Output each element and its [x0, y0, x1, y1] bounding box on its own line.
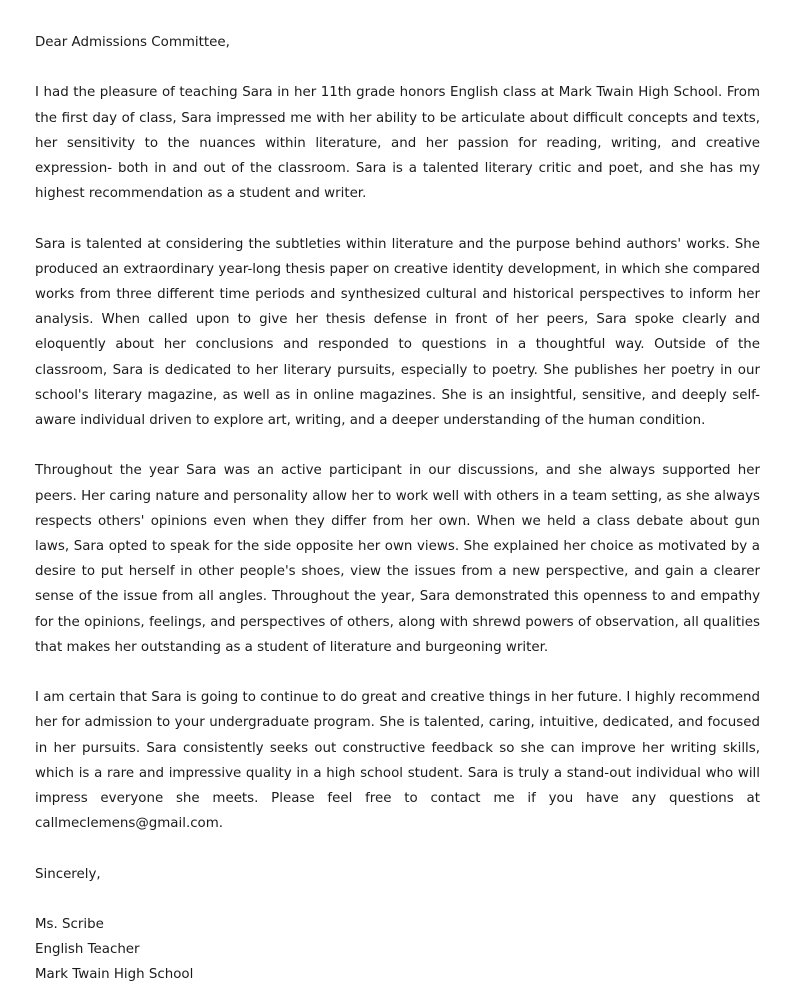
closing: Sincerely,: [35, 866, 101, 882]
body-paragraph-3: Throughout the year Sara was an active participant in our discussions, and she always supported her peers. Her caring nature and personality allow her to work well with others in a team setting, as she always respects others' opinions even when they differ from her own. When we held a class debate about gun laws, Sara opted to speak for the side opposite her own views. She explained her choice as motivated by a desire to put herself in other people's shoes, view the issues from a new perspective, and gain a clearer sense of the issue from all angles. Throughout the year, Sara demonstrated this openness to and empathy for the opinions, feelings, and perspectives of others, along with shrewd powers of observation, all qualities that makes her outstanding as a student of literature and burgeoning writer.: [35, 463, 760, 655]
signature-block: [35, 912, 760, 988]
body-paragraph-1: I had the pleasure of teaching Sara in her 11th grade honors English class at Mark Twain High School. From the first day of class, Sara impressed me with her ability to be articulate about difficult concepts and texts, her sensitivity to the nuances within literature, and her passion for reading, writing, and creative expression- both in and out of the classroom. Sara is a talented literary critic and poet, and she has my highest recommendation as a student and writer.: [35, 85, 760, 202]
signature-title: English Teacher: [35, 942, 140, 958]
letter-page: [35, 30, 760, 988]
body-paragraph-4: I am certain that Sara is going to continue to do great and creative things in her future. I highly recommend her for admission to your undergraduate program. She is talented, caring, intuitive, dedicated, and focused in her pursuits. Sara consistently seeks out constructive feedback so she can improve her writing skills, which is a rare and impressive quality in a high school student. Sara is truly a stand-out individual who will impress everyone she meets. Please feel free to contact me if you have any questions at callmeclemens@gmail.com.: [35, 690, 760, 832]
signature-school: Mark Twain High School: [35, 967, 194, 983]
body-paragraph-2: Sara is talented at considering the subtleties within literature and the purpose behind authors' works. She produced an extraordinary year-long thesis paper on creative identity development, in which she compared works from three different time periods and synthesized cultural and historical perspectives to inform her analysis. When called upon to give her thesis defense in front of her peers, Sara spoke clearly and eloquently about her conclusions and responded to questions in a thoughtful way. Outside of the classroom, Sara is dedicated to her literary pursuits, especially to poetry. She publishes her poetry in our school's literary magazine, as well as in online magazines. She is an insightful, sensitive, and deeply self-aware individual driven to explore art, writing, and a deeper understanding of the human condition.: [35, 236, 760, 429]
salutation: Dear Admissions Committee,: [35, 35, 230, 50]
signature-name: Ms. Scribe: [35, 917, 104, 933]
